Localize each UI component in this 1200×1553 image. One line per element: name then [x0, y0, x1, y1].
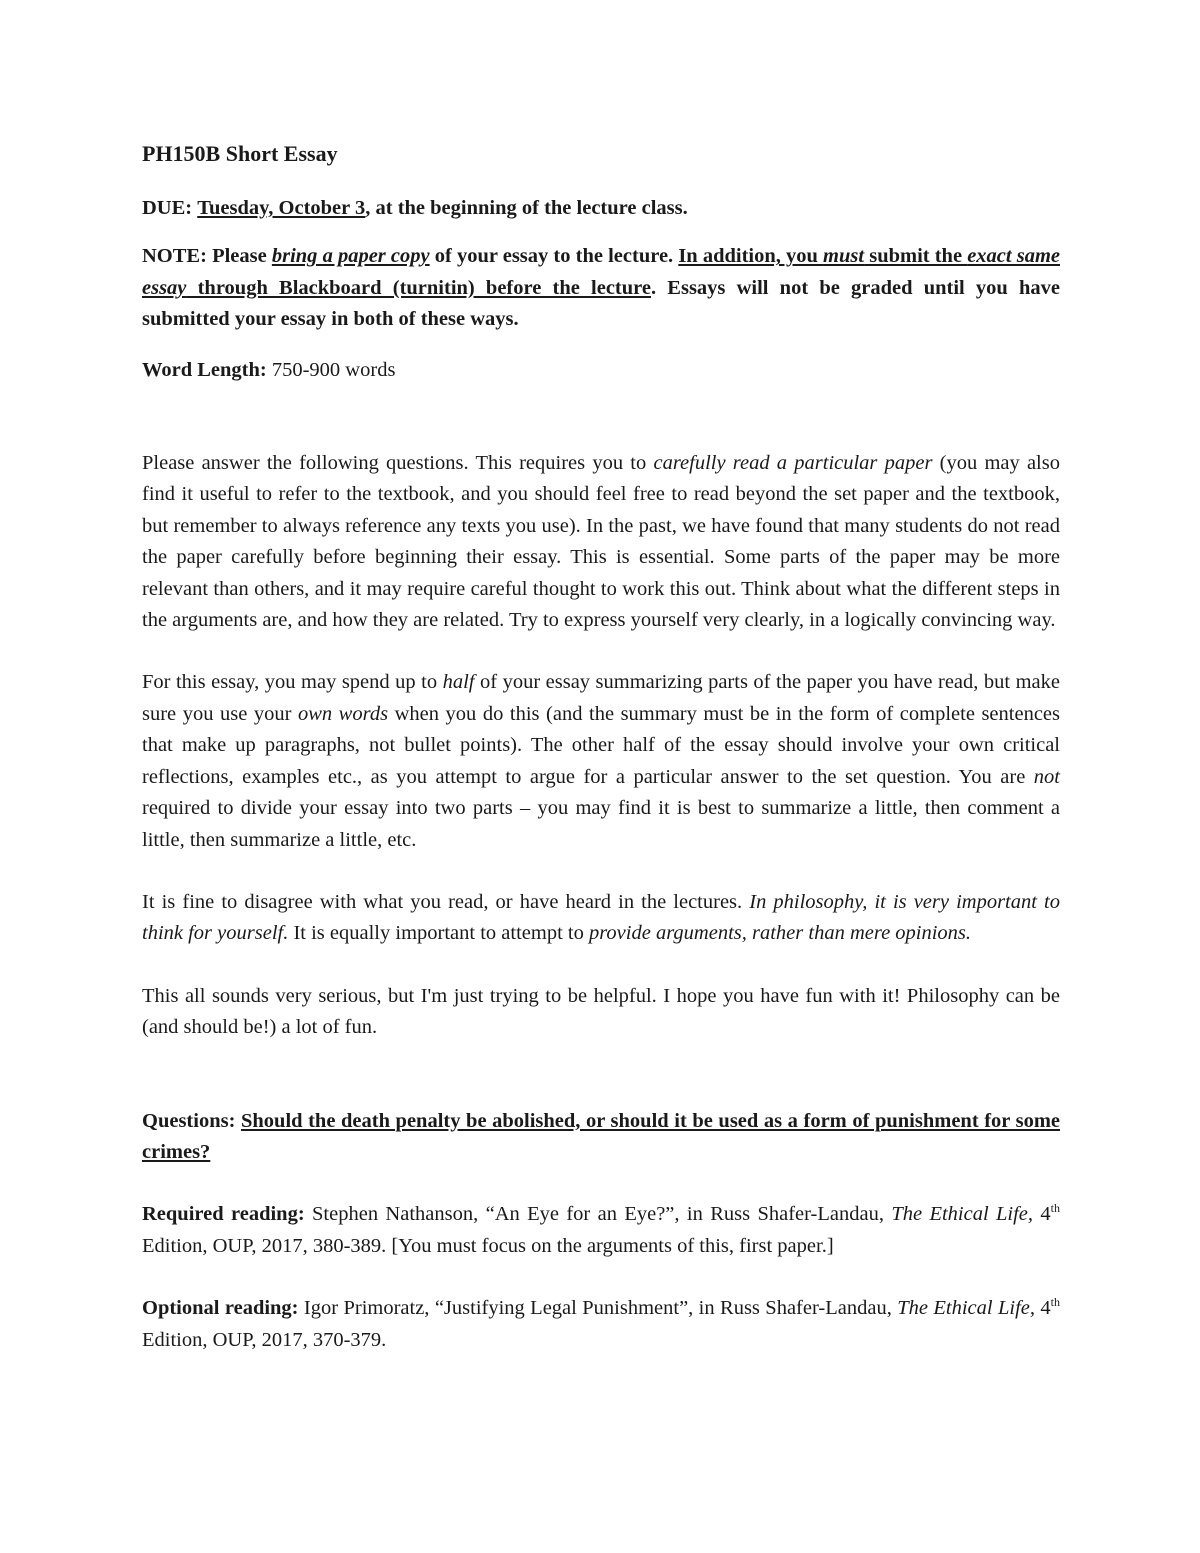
disagree-provide-arguments: provide arguments, rather than mere opinions. — [588, 922, 972, 945]
summary-text-3: of your essay summarizing parts of the paper you have read, but make sure you use your — [142, 671, 1060, 725]
summary-text-5: when you do this (and the summary must be in the form of complete sentences that make up paragraphs, not bullet points). The other half of the essay should involve your own critical reflections, examples etc., as you attempt to argue for a particular answer to the set question. You are — [142, 702, 1060, 788]
intro-text-1: Please answer the following questions. This requires you to — [142, 452, 654, 475]
due-rest: , at the beginning of the lecture class. — [365, 197, 688, 219]
disagree-think-yourself: In philosophy, it is very important to think for yourself. — [142, 890, 1060, 945]
required-reading-text-3: Edition, OUP, 2017, 380-389. [You must focus on the arguments of this, first paper.] — [142, 1234, 834, 1257]
questions-paragraph — [142, 1106, 1060, 1169]
required-reading-text-2: 4 — [1033, 1203, 1051, 1226]
intro-emphasis: carefully read a particular paper — [653, 452, 933, 475]
question-text: Should the death penalty be abolished, or should it be used as a form of punishment for some crimes? — [142, 1109, 1061, 1163]
note-through-blackboard: through Blackboard (turnitin) before the lecture — [186, 276, 651, 299]
optional-reading-text-2: 4 — [1035, 1297, 1051, 1320]
note-in-addition: In addition, you — [678, 245, 824, 268]
note-paragraph — [142, 241, 1060, 335]
intro-paragraph — [142, 448, 1060, 636]
summary-half: half — [442, 671, 475, 694]
required-reading-label: Required reading: — [142, 1203, 305, 1226]
intro-text-3: (you may also find it useful to refer to the textbook, and you should feel free to read beyond the set paper and the textbook, but remember to always reference any texts you use). In the past, we have found that many students do not read the paper carefully before beginning their essay. This is essential. Some parts of the paper may be more relevant than others, and it may require careful thought to work this out. Think about what the different steps in the arguments are, and how they are related. Try to express yourself very clearly, in a logically convincing way. — [142, 452, 1060, 632]
due-line — [142, 193, 1060, 224]
essay-document — [142, 138, 1060, 1356]
summary-not: not — [1033, 765, 1060, 788]
required-reading — [142, 1199, 1060, 1262]
optional-reading-label: Optional reading: — [142, 1297, 299, 1320]
required-reading-book: The Ethical Life, — [891, 1203, 1034, 1226]
note-exact-same-essay: exact same essay — [142, 245, 1060, 299]
note-text-3: of your essay to the lecture. — [429, 245, 679, 268]
summary-text-1: For this essay, you may spend up to — [142, 671, 443, 694]
note-submit-the: submit the — [864, 245, 968, 268]
optional-reading-text-1: Igor Primoratz, “Justifying Legal Punishment”, in Russ Shafer-Landau, — [298, 1297, 898, 1320]
word-length-value: 750-900 words — [266, 358, 396, 381]
summary-own-words: own words — [297, 702, 389, 725]
optional-reading-text-3: Edition, OUP, 2017, 370-379. — [142, 1328, 387, 1351]
note-text-9: . Essays will not be graded until you have submitted your essay in both of these ways. — [142, 276, 1060, 331]
due-label: DUE: — [142, 197, 193, 219]
note-must: must — [823, 245, 865, 268]
note-bring-paper-copy: bring a paper copy — [271, 245, 430, 268]
summary-paragraph — [142, 667, 1060, 855]
due-date: Tuesday, October 3 — [197, 197, 366, 219]
fun-paragraph: This all sounds very serious, but I'm just trying to be helpful. I hope you have fun with it! Philosophy can be (and should be!) a lot of fun. — [142, 984, 1060, 1039]
questions-label: Questions: — [142, 1109, 236, 1132]
required-reading-text-1: Stephen Nathanson, “An Eye for an Eye?”, in Russ Shafer-Landau, — [304, 1203, 892, 1226]
word-length-line — [142, 355, 1060, 386]
optional-reading-sup: th — [1050, 1295, 1060, 1310]
summary-text-7: required to divide your essay into two parts – you may find it is best to summarize a little, then comment a little, then summarize a little, etc. — [142, 797, 1060, 851]
disagree-text-1: It is fine to disagree with what you read, or have heard in the lectures. — [142, 890, 750, 913]
note-label: NOTE: — [142, 245, 207, 268]
disagree-paragraph — [142, 887, 1060, 950]
required-reading-sup: th — [1050, 1201, 1060, 1216]
word-length-label: Word Length: — [142, 358, 267, 381]
document-title: PH150B Short Essay — [142, 141, 338, 166]
optional-reading — [142, 1293, 1060, 1356]
optional-reading-book: The Ethical Life, — [897, 1297, 1035, 1320]
note-text-1: Please — [206, 245, 272, 268]
disagree-text-3: It is equally important to attempt to — [288, 922, 589, 945]
